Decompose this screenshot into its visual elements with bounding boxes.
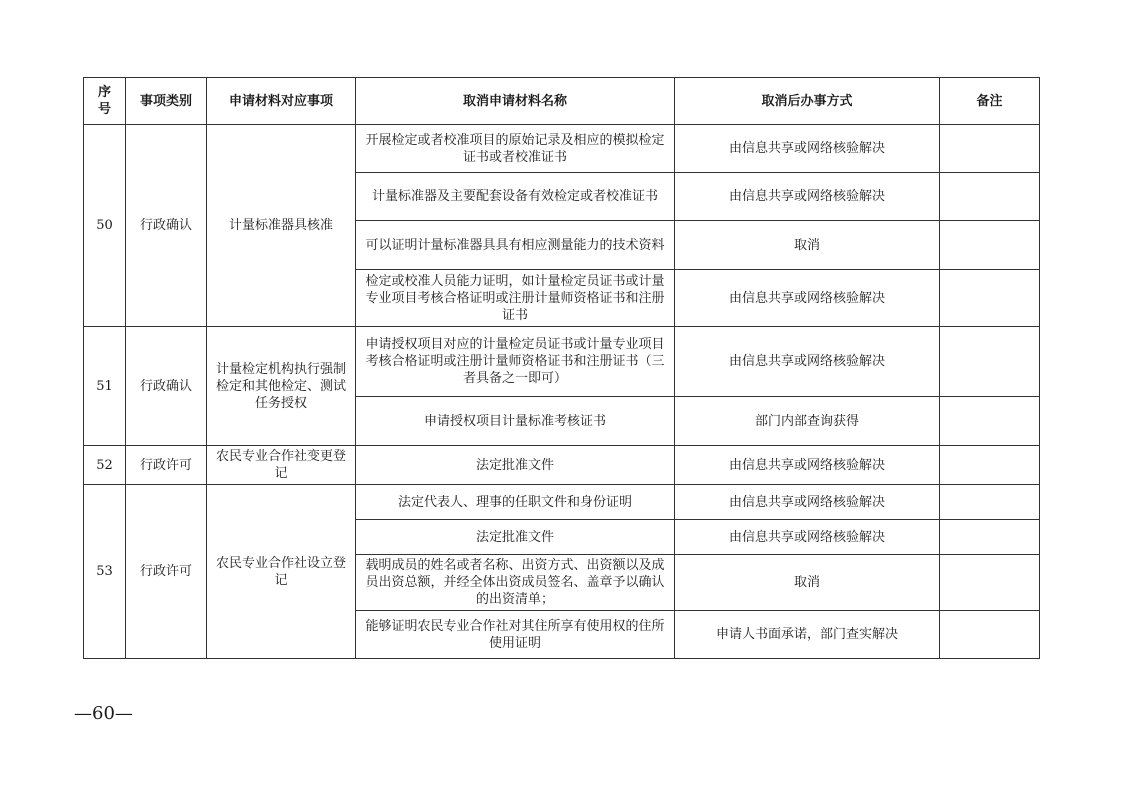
seq-cell: 51 xyxy=(84,327,126,446)
header-seq: 序 号 xyxy=(84,78,126,125)
page-number: —60— xyxy=(74,703,133,724)
remark-cell xyxy=(940,611,1040,659)
material-cell: 计量标准器及主要配套设备有效检定或者校准证书 xyxy=(356,173,675,221)
remark-cell xyxy=(940,397,1040,446)
category-cell: 行政许可 xyxy=(126,485,207,659)
category-cell: 行政确认 xyxy=(126,125,207,327)
seq-cell: 53 xyxy=(84,485,126,659)
header-item: 申请材料对应事项 xyxy=(207,78,356,125)
remark-cell xyxy=(940,446,1040,485)
header-material: 取消申请材料名称 xyxy=(356,78,675,125)
method-cell: 由信息共享或网络核验解决 xyxy=(675,485,940,520)
seq-cell: 50 xyxy=(84,125,126,327)
remark-cell xyxy=(940,270,1040,327)
table-row xyxy=(84,327,1040,397)
method-cell: 由信息共享或网络核验解决 xyxy=(675,520,940,555)
material-cell: 法定批准文件 xyxy=(356,520,675,555)
item-cell: 农民专业合作社变更登记 xyxy=(207,446,356,485)
remark-cell xyxy=(940,485,1040,520)
method-cell: 由信息共享或网络核验解决 xyxy=(675,327,940,397)
remark-cell xyxy=(940,125,1040,173)
material-cell: 能够证明农民专业合作社对其住所享有使用权的住所使用证明 xyxy=(356,611,675,659)
method-cell: 由信息共享或网络核验解决 xyxy=(675,173,940,221)
method-cell: 取消 xyxy=(675,221,940,270)
material-cell: 检定或校准人员能力证明，如计量检定员证书或计量专业项目考核合格证明或注册计量师资格证书和注册证书 xyxy=(356,270,675,327)
seq-cell: 52 xyxy=(84,446,126,485)
table-row xyxy=(84,125,1040,173)
material-cell: 申请授权项目对应的计量检定员证书或计量专业项目考核合格证明或注册计量师资格证书和注册证书（三者具备之一即可） xyxy=(356,327,675,397)
material-cell: 载明成员的姓名或者名称、出资方式、出资额以及成员出资总额，并经全体出资成员签名、盖章予以确认的出资清单； xyxy=(356,555,675,611)
material-cell: 申请授权项目计量标准考核证书 xyxy=(356,397,675,446)
header-row xyxy=(84,78,1040,125)
header-category: 事项类别 xyxy=(126,78,207,125)
remark-cell xyxy=(940,221,1040,270)
table-row xyxy=(84,446,1040,485)
table-row xyxy=(84,485,1040,520)
method-cell: 由信息共享或网络核验解决 xyxy=(675,270,940,327)
item-cell: 农民专业合作社设立登记 xyxy=(207,485,356,659)
material-cell: 法定批准文件 xyxy=(356,446,675,485)
method-cell: 申请人书面承诺，部门查实解决 xyxy=(675,611,940,659)
header-remark: 备注 xyxy=(940,78,1040,125)
item-cell: 计量检定机构执行强制检定和其他检定、测试任务授权 xyxy=(207,327,356,446)
method-cell: 由信息共享或网络核验解决 xyxy=(675,446,940,485)
item-cell: 计量标准器具核准 xyxy=(207,125,356,327)
remark-cell xyxy=(940,520,1040,555)
remark-cell xyxy=(940,327,1040,397)
method-cell: 由信息共享或网络核验解决 xyxy=(675,125,940,173)
header-method: 取消后办事方式 xyxy=(675,78,940,125)
material-cell: 开展检定或者校准项目的原始记录及相应的模拟检定证书或者校准证书 xyxy=(356,125,675,173)
method-cell: 部门内部查询获得 xyxy=(675,397,940,446)
remark-cell xyxy=(940,555,1040,611)
method-cell: 取消 xyxy=(675,555,940,611)
material-cell: 法定代表人、理事的任职文件和身份证明 xyxy=(356,485,675,520)
remark-cell xyxy=(940,173,1040,221)
category-cell: 行政确认 xyxy=(126,327,207,446)
material-cell: 可以证明计量标准器具具有相应测量能力的技术资料 xyxy=(356,221,675,270)
materials-table xyxy=(83,77,1040,659)
category-cell: 行政许可 xyxy=(126,446,207,485)
